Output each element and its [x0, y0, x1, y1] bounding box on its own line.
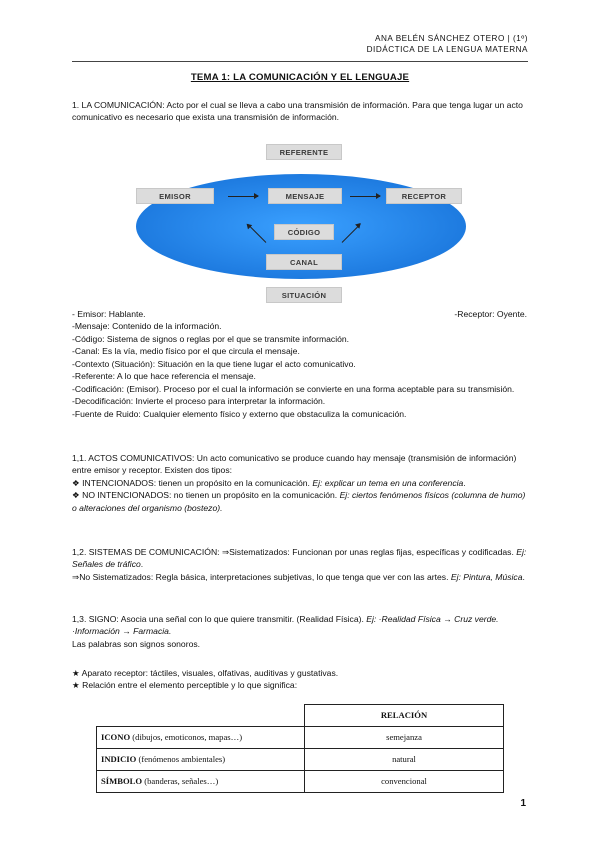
table-row	[97, 771, 504, 793]
table-cell-sign	[97, 771, 305, 793]
section-heading: 1,3. SIGNO:	[72, 614, 119, 624]
example-unintentional: Ej: ciertos fenómenos físicos (columna de humo) o alteraciones del organismo (bostezo).	[72, 490, 526, 513]
table-cell-sign	[97, 727, 305, 749]
arrow-emisor-mensaje	[228, 196, 258, 197]
star-item-receptor: Aparato receptor: táctiles, visuales, olfativas, auditivas y gustativas.	[79, 668, 339, 678]
table-empty-cell	[97, 705, 305, 727]
sign-example: Ej: ·Realidad Física → Cruz verde. ·Información → Farmacia.	[72, 614, 499, 637]
header-subject: DIDÁCTICA DE LA LENGUA MATERNA	[366, 45, 528, 55]
star-list	[72, 667, 527, 692]
definition-item: -Canal: Es la vía, medio físico por el que circula el mensaje.	[72, 346, 300, 357]
definition-item: -Fuente de Ruido: Cualquier elemento físico y externo que obstaculiza la comunicación.	[72, 408, 407, 419]
bullet-intentional: INTENCIONADOS: tienen un propósito en la comunicación.	[79, 477, 313, 488]
text-end: .	[522, 571, 525, 582]
box-receptor: RECEPTOR	[386, 188, 462, 204]
definition-item: -Decodificación: Invierte el proceso para interpretar la información.	[72, 396, 326, 407]
box-codigo: CÓDIGO	[274, 224, 334, 240]
definitions-list	[72, 308, 527, 420]
page-header	[367, 33, 528, 56]
section-text: Un acto comunicativo se produce cuando hay mensaje (transmisión de información) entre emisor y receptor. Existen dos tipos:	[72, 453, 517, 476]
section-heading: 1. LA COMUNICACIÓN:	[72, 100, 165, 110]
definition-receptor: -Receptor: Oyente.	[454, 309, 527, 319]
section-text: Asocia una señal con lo que quiere transmitir. (Realidad Física).	[118, 614, 367, 624]
table-cell-relation: semejanza	[305, 727, 504, 749]
systematized-example: Ej: Señales de tráfico	[72, 547, 527, 570]
non-systematized-example: Ej: Pintura, Música	[450, 571, 523, 582]
sign-note: Las palabras son signos sonoros.	[72, 638, 201, 649]
bullet-end: .	[463, 477, 466, 488]
section-text: Acto por el cual se lleva a cabo una transmisión de información. Para que tenga lugar un acto comunicativo es necesario que exista una transmisión de información.	[72, 100, 523, 123]
arrow-mensaje-receptor	[350, 196, 380, 197]
sign-examples: (dibujos, emoticonos, mapas…)	[130, 732, 243, 743]
diamond-bullet-icon: ❖	[72, 490, 80, 501]
definition-item: -Codificación: (Emisor). Proceso por el cual la información se convierte en una forma aceptable para su transmisión.	[72, 383, 515, 394]
table-cell-sign	[97, 749, 305, 771]
example-intentional: Ej: explicar un tema en una conferencia	[312, 477, 464, 488]
box-mensaje: MENSAJE	[268, 188, 342, 204]
section-heading: 1,2. SISTEMAS DE COMUNICACIÓN:	[72, 547, 220, 557]
communication-diagram	[136, 142, 466, 307]
bullet-unintentional: NO INTENCIONADOS: no tienen un propósito en la comunicación.	[79, 490, 340, 501]
section-communication	[72, 99, 527, 124]
box-situacion: SITUACIÓN	[266, 287, 342, 303]
definition-item: -Código: Sistema de signos o reglas por el que se transmite información.	[72, 333, 350, 344]
box-canal: CANAL	[266, 254, 342, 270]
sign-examples: (banderas, señales…)	[142, 776, 219, 787]
box-referente: REFERENTE	[266, 144, 342, 160]
table-cell-relation: convencional	[305, 771, 504, 793]
diamond-bullet-icon: ❖	[72, 477, 80, 488]
definition-item: -Contexto (Situación): Situación en la que tiene lugar el acto comunicativo.	[72, 358, 356, 369]
sign-type: SÍMBOLO	[101, 776, 143, 787]
section-sign	[72, 613, 527, 650]
systematized-text: ⇒Sistematizados: Funcionan por unas reglas fijas, específicas y codificadas.	[219, 547, 517, 557]
table-row	[97, 727, 504, 749]
text-end: .	[140, 559, 144, 570]
table-header-cell: RELACIÓN	[305, 705, 504, 727]
star-icon: ★	[72, 668, 80, 678]
section-systems	[72, 546, 527, 583]
definition-item: -Mensaje: Contenido de la información.	[72, 321, 222, 332]
page-title: TEMA 1: LA COMUNICACIÓN Y EL LENGUAJE	[190, 72, 410, 83]
non-systematized-text: ⇒No Sistematizados: Regla básica, interpretaciones subjetivas, lo que tenga que ver con las artes.	[72, 571, 451, 582]
sign-type: INDICIO	[101, 754, 137, 765]
definition-item: -Referente: A lo que hace referencia el mensaje.	[72, 371, 256, 382]
relation-table	[96, 704, 504, 793]
section-heading: 1,1. ACTOS COMUNICATIVOS:	[72, 453, 195, 463]
definition-emisor: - Emisor: Hablante.	[72, 309, 146, 319]
table-cell-relation: natural	[305, 749, 504, 771]
page-number: 1	[520, 798, 526, 809]
table-header-row	[97, 705, 504, 727]
star-icon: ★	[72, 680, 80, 691]
star-item-relation: Relación entre el elemento perceptible y lo que significa:	[79, 680, 298, 691]
section-acts	[72, 452, 527, 514]
box-emisor: EMISOR	[136, 188, 214, 204]
header-author: ANA BELÉN SÁNCHEZ OTERO | (1º)	[375, 34, 528, 43]
sign-type: ICONO	[101, 732, 131, 743]
header-divider	[72, 61, 528, 62]
table-row	[97, 749, 504, 771]
sign-examples: (fenómenos ambientales)	[136, 754, 226, 765]
